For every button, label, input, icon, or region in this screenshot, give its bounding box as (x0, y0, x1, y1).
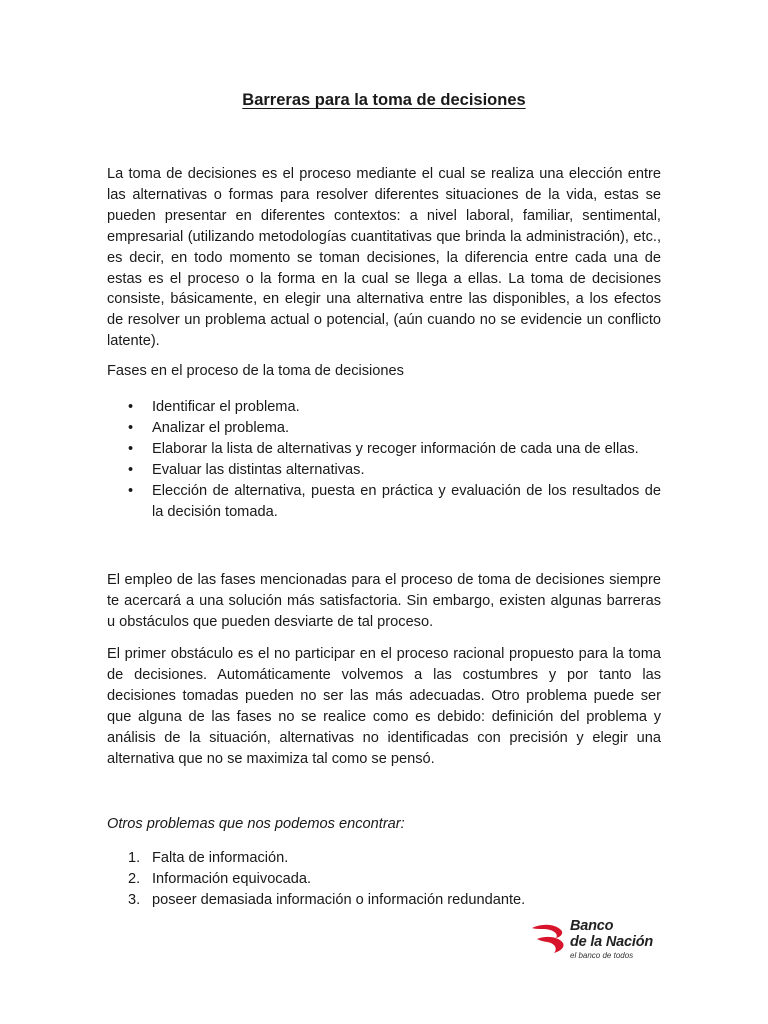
list-text: Falta de información. (152, 850, 289, 866)
list-item: • Analizar el problema. (107, 418, 661, 439)
list-item: • Identificar el problema. (107, 397, 661, 418)
problems-list (107, 848, 661, 911)
list-item (107, 869, 661, 890)
banco-nacion-logo (531, 920, 661, 964)
list-item: • Elaborar la lista de alternativas y recoger información de cada una de ellas. (107, 439, 661, 460)
list-number: 1. (128, 850, 141, 866)
logo-tagline: el banco de todos (570, 951, 634, 960)
list-item (107, 890, 661, 911)
list-number: 3. (128, 891, 141, 908)
logo-text-line2: de la Nación (570, 934, 654, 950)
list-text: Información equivocada. (152, 870, 312, 887)
paragraph-2: El empleo de las fases mencionadas para el proceso de toma de decisiones siempre te acercará a una solución más satisfactoria. Sin embargo, existen algunas barreras u obstáculos que pueden desviarte de tal proceso. (107, 572, 661, 630)
list-item (107, 848, 661, 869)
phases-heading: Fases en el proceso de la toma de decisiones (107, 363, 404, 379)
logo-swoosh-upper (532, 925, 562, 938)
list-text: poseer demasiada información o información redundante. (152, 891, 526, 908)
phases-list (107, 397, 661, 522)
list-item: • Evaluar las distintas alternativas. (107, 460, 661, 481)
paragraph-3: El primer obstáculo es el no participar en el proceso racional propuesto para la toma de decisiones. Automáticamente volvemos a las costumbres y por tanto las decisiones tomadas pueden no ser las más adecuadas. Otro problema puede ser que alguna de las fases no se realice como es debido: definición del problema y análisis de la situación, alternativas no identificadas con precisión y elegir una alternativa que no se maximiza tal como se pensó. (107, 646, 661, 767)
logo-mark-icon (531, 922, 571, 954)
logo-text-line1: Banco (570, 918, 614, 934)
logo-swoosh-lower (537, 937, 564, 953)
list-item: • Elección de alternativa, puesta en práctica y evaluación de los resultados de la decisión tomada. (107, 481, 661, 523)
intro-paragraph: La toma de decisiones es el proceso mediante el cual se realiza una elección entre las alternativas o formas para resolver diferentes situaciones de la vida, estas se pueden presentar en diferentes contextos: a nivel laboral, familiar, sentimental, empresarial (utilizando metodologías cuantitativas que brinda la administración), etc., es decir, en todo momento se toman decisiones, la diferencia entre cada una de estas es el proceso o la forma en la cual se llega a ellas. La toma de decisiones consiste, básicamente, en elegir una alternativa entre las disponibles, a los efectos de resolver un problema actual o potencial, (aún cuando no se evidencie un conflicto latente). (107, 166, 661, 350)
document-title: Barreras para la toma de decisiones (242, 91, 526, 109)
list-number: 2. (128, 870, 141, 887)
problems-heading: Otros problemas que nos podemos encontrar: (107, 816, 405, 832)
